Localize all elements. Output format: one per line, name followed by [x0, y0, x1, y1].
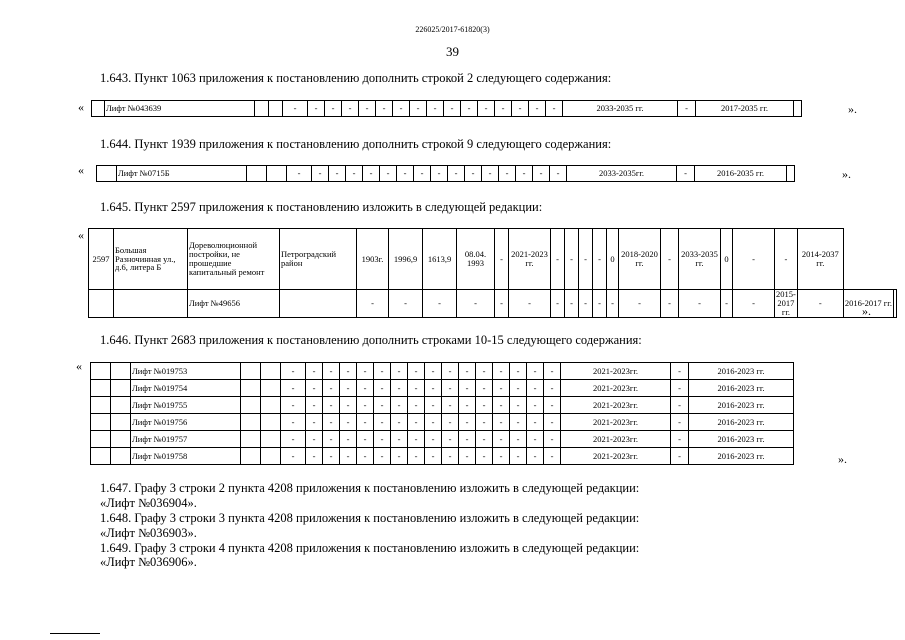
table-cell: -	[323, 363, 340, 380]
table-cell: -	[527, 431, 544, 448]
table-cell	[111, 414, 131, 431]
table-cell: -	[357, 431, 374, 448]
page-number: 39	[446, 44, 459, 59]
table-cell: -	[359, 101, 376, 117]
table-cell: -	[340, 397, 357, 414]
table-cell: 2016-2023 гг.	[689, 397, 794, 414]
table-cell: -	[495, 101, 512, 117]
table-cell: 2033-2035гг.	[567, 166, 677, 182]
table-cell: 2016-2023 гг.	[689, 414, 794, 431]
table-cell: -	[410, 101, 427, 117]
table-cell: -	[510, 414, 527, 431]
open-quote: «	[78, 100, 84, 114]
table-cell	[111, 431, 131, 448]
table-cell: -	[408, 448, 425, 465]
table-cell: -	[306, 448, 323, 465]
table-cell: -	[544, 397, 561, 414]
table-cell: -	[459, 363, 476, 380]
table-cell: -	[357, 363, 374, 380]
table-cell: -	[671, 431, 689, 448]
table-cell: -	[425, 448, 442, 465]
table-cell: -	[340, 431, 357, 448]
table-cell: -	[374, 380, 391, 397]
table-cell: -	[376, 101, 393, 117]
table-cell: -	[678, 101, 696, 117]
table-cell: -	[312, 166, 329, 182]
table-cell	[91, 414, 111, 431]
table-cell: 2597	[89, 229, 114, 290]
table-cell: -	[459, 380, 476, 397]
table-cell: -	[306, 397, 323, 414]
close-quote: ».	[838, 452, 847, 466]
table-cell	[89, 290, 114, 318]
table-cell	[269, 101, 283, 117]
table-cell: -	[357, 414, 374, 431]
table-cell: -	[510, 397, 527, 414]
table-cell: -	[340, 363, 357, 380]
table-cell: -	[579, 290, 593, 318]
table-row	[91, 397, 794, 414]
table-cell: Лифт №019756	[131, 414, 241, 431]
table-cell	[261, 414, 281, 431]
table-cell: 2021-2023гг.	[561, 448, 671, 465]
table-cell: -	[283, 101, 308, 117]
table-cell: -	[527, 414, 544, 431]
table-cell: -	[476, 397, 493, 414]
table-row	[91, 380, 794, 397]
table-cell	[280, 290, 357, 318]
open-quote: «	[78, 163, 84, 177]
table-cell: -	[476, 448, 493, 465]
table-cell: 2021-2023гг.	[561, 414, 671, 431]
table-1-644	[96, 165, 795, 182]
table-cell: -	[391, 414, 408, 431]
table-cell: -	[509, 290, 551, 318]
table-cell: -	[281, 448, 306, 465]
table-cell	[241, 363, 261, 380]
table-cell: -	[476, 380, 493, 397]
table-cell: -	[671, 448, 689, 465]
table-cell: -	[391, 397, 408, 414]
table-cell: 2021-2023гг.	[561, 363, 671, 380]
table-row	[91, 448, 794, 465]
table-cell: -	[527, 380, 544, 397]
table-cell: 2014-2037 гг.	[797, 229, 843, 290]
table-cell: -	[493, 414, 510, 431]
table-row	[91, 414, 794, 431]
table-cell: -	[459, 431, 476, 448]
table-cell: -	[565, 290, 579, 318]
table-cell	[241, 414, 261, 431]
table-cell	[241, 448, 261, 465]
table-row	[91, 431, 794, 448]
paragraph-1-647: 1.647. Графу 3 строки 2 пункта 4208 приложения к постановлению изложить в следующей редакции:	[100, 481, 640, 495]
table-cell: -	[551, 229, 565, 290]
table-cell: -	[527, 397, 544, 414]
table-cell: -	[510, 363, 527, 380]
table-cell: -	[323, 397, 340, 414]
paragraph-1-648-value: «Лифт №036903».	[100, 526, 197, 540]
table-cell: -	[546, 101, 563, 117]
table-cell: -	[461, 101, 478, 117]
table-cell: -	[459, 414, 476, 431]
table-1-645	[88, 228, 897, 318]
table-cell: -	[478, 101, 495, 117]
table-cell	[255, 101, 269, 117]
table-cell: -	[281, 397, 306, 414]
table-cell: -	[357, 290, 389, 318]
table-cell: -	[391, 380, 408, 397]
table-cell: -	[459, 397, 476, 414]
table-cell: -	[565, 229, 579, 290]
table-cell: -	[512, 101, 529, 117]
table-cell: -	[448, 166, 465, 182]
table-row	[89, 229, 897, 290]
table-cell: Лифт №019758	[131, 448, 241, 465]
table-cell: Лифт №043639	[105, 101, 255, 117]
table-cell: 2033-2035 гг.	[679, 229, 721, 290]
table-cell: -	[533, 166, 550, 182]
table-cell	[241, 431, 261, 448]
table-cell: -	[306, 431, 323, 448]
table-cell: -	[733, 229, 775, 290]
table-cell: 2017-2035 гг.	[696, 101, 794, 117]
table-cell	[111, 380, 131, 397]
table-cell: -	[619, 290, 661, 318]
table-cell: -	[397, 166, 414, 182]
table-cell: 2018-2020 гг.	[619, 229, 661, 290]
table-cell: -	[457, 290, 495, 318]
table-cell: -	[510, 448, 527, 465]
table-cell: -	[391, 431, 408, 448]
table-cell	[111, 397, 131, 414]
table-cell	[91, 363, 111, 380]
table-cell: 2016-2023 гг.	[689, 363, 794, 380]
table-cell: -	[677, 166, 695, 182]
table-cell: Лифт №0715Б	[117, 166, 247, 182]
table-row	[91, 363, 794, 380]
table-cell: -	[414, 166, 431, 182]
table-cell: -	[408, 363, 425, 380]
table-cell: -	[340, 380, 357, 397]
table-cell: -	[329, 166, 346, 182]
table-cell: 0	[607, 229, 619, 290]
open-quote: «	[76, 359, 82, 373]
table-cell: 2016-2023 гг.	[689, 448, 794, 465]
table-cell: -	[476, 431, 493, 448]
table-row	[89, 290, 897, 318]
table-cell: -	[459, 448, 476, 465]
table-cell: -	[510, 431, 527, 448]
table-cell	[97, 166, 117, 182]
table-cell	[91, 380, 111, 397]
table-cell: -	[775, 229, 798, 290]
table-cell: 2016-2023 гг.	[689, 431, 794, 448]
table-cell	[92, 101, 105, 117]
table-cell: 2021-2023гг.	[561, 431, 671, 448]
table-cell	[114, 290, 188, 318]
table-cell: -	[671, 363, 689, 380]
table-cell: 2021-2023 гг.	[509, 229, 551, 290]
table-cell: -	[442, 380, 459, 397]
table-cell	[91, 448, 111, 465]
paragraph-1-646: 1.646. Пункт 2683 приложения к постановлению дополнить строками 10-15 следующего содержания:	[100, 333, 642, 347]
table-cell: -	[357, 380, 374, 397]
paragraph-1-644: 1.644. Пункт 1939 приложения к постановлению дополнить строкой 9 следующего содержания:	[100, 137, 612, 151]
table-cell: -	[389, 290, 423, 318]
table-cell: -	[442, 448, 459, 465]
table-cell: -	[544, 414, 561, 431]
table-cell: -	[425, 380, 442, 397]
table-cell: -	[671, 380, 689, 397]
table-cell: Лифт №019753	[131, 363, 241, 380]
table-cell: 2021-2023гг.	[561, 397, 671, 414]
table-cell	[261, 363, 281, 380]
table-cell: -	[482, 166, 499, 182]
table-cell: 2033-2035 гг.	[563, 101, 678, 117]
table-cell: -	[442, 363, 459, 380]
table-cell	[261, 397, 281, 414]
table-cell	[91, 431, 111, 448]
table-cell: Лифт №019757	[131, 431, 241, 448]
table-cell: -	[607, 290, 619, 318]
table-cell: -	[493, 397, 510, 414]
table-cell: -	[340, 448, 357, 465]
footnote-divider	[50, 633, 100, 634]
table-cell: -	[281, 363, 306, 380]
table-1-646	[90, 362, 794, 465]
table-cell: -	[797, 290, 843, 318]
table-cell: -	[346, 166, 363, 182]
table-cell	[787, 166, 795, 182]
table-cell: -	[495, 290, 509, 318]
table-cell: Большая Разночинная ул., д.6, литера Б	[114, 229, 188, 290]
table-cell: -	[374, 431, 391, 448]
table-cell: -	[544, 363, 561, 380]
table-cell: -	[493, 380, 510, 397]
table-cell: -	[516, 166, 533, 182]
table-cell	[794, 101, 802, 117]
paragraph-1-643: 1.643. Пункт 1063 приложения к постановлению дополнить строкой 2 следующего содержания:	[100, 71, 612, 85]
table-cell: -	[493, 363, 510, 380]
table-cell: 1903г.	[357, 229, 389, 290]
table-cell: -	[374, 363, 391, 380]
table-cell: -	[661, 290, 679, 318]
table-cell: 0	[721, 229, 733, 290]
document-code: 226025/2017-61820(3)	[415, 25, 490, 34]
table-cell: -	[679, 290, 721, 318]
table-cell: -	[495, 229, 509, 290]
table-cell: -	[306, 363, 323, 380]
table-cell: -	[374, 448, 391, 465]
table-row	[92, 101, 802, 117]
table-cell: -	[425, 414, 442, 431]
table-cell: -	[325, 101, 342, 117]
table-cell: -	[493, 431, 510, 448]
table-cell	[111, 363, 131, 380]
table-cell: -	[281, 414, 306, 431]
table-cell: Дореволюционной постройки, не прошедшие капитальный ремонт	[188, 229, 280, 290]
table-cell	[261, 448, 281, 465]
table-cell: -	[476, 414, 493, 431]
close-quote: ».	[848, 102, 857, 116]
table-cell: -	[593, 290, 607, 318]
table-cell: -	[306, 414, 323, 431]
table-cell: -	[431, 166, 448, 182]
table-cell	[111, 448, 131, 465]
table-cell: -	[425, 397, 442, 414]
table-cell: -	[393, 101, 410, 117]
table-cell: -	[527, 448, 544, 465]
table-cell: -	[323, 414, 340, 431]
table-cell: -	[733, 290, 775, 318]
table-cell: -	[306, 380, 323, 397]
table-cell	[261, 380, 281, 397]
table-cell: -	[308, 101, 325, 117]
table-cell: -	[579, 229, 593, 290]
table-cell: -	[493, 448, 510, 465]
table-cell: -	[408, 380, 425, 397]
table-cell: -	[465, 166, 482, 182]
table-cell: -	[408, 431, 425, 448]
table-cell: -	[323, 380, 340, 397]
paragraph-1-645: 1.645. Пункт 2597 приложения к постановлению изложить в следующей редакции:	[100, 200, 543, 214]
table-cell: -	[510, 380, 527, 397]
table-cell: -	[442, 431, 459, 448]
table-cell: -	[357, 448, 374, 465]
table-cell: -	[408, 414, 425, 431]
table-cell: -	[527, 363, 544, 380]
table-cell: -	[408, 397, 425, 414]
table-cell: -	[340, 414, 357, 431]
table-cell	[261, 431, 281, 448]
table-cell	[241, 397, 261, 414]
table-cell: -	[363, 166, 380, 182]
table-cell: -	[551, 290, 565, 318]
table-cell: -	[427, 101, 444, 117]
table-cell: -	[444, 101, 461, 117]
table-cell: -	[476, 363, 493, 380]
table-cell: -	[550, 166, 567, 182]
table-cell: Лифт №019754	[131, 380, 241, 397]
table-cell: -	[423, 290, 457, 318]
close-quote: ».	[842, 167, 851, 181]
table-cell	[267, 166, 287, 182]
table-cell: -	[374, 414, 391, 431]
table-cell: -	[544, 431, 561, 448]
table-cell: -	[442, 397, 459, 414]
table-cell	[893, 290, 896, 318]
table-cell: -	[374, 397, 391, 414]
table-cell: -	[442, 414, 459, 431]
table-cell: -	[281, 431, 306, 448]
table-cell: -	[671, 397, 689, 414]
table-cell: -	[671, 414, 689, 431]
paragraph-1-648: 1.648. Графу 3 строки 3 пункта 4208 приложения к постановлению изложить в следующей редакции:	[100, 511, 640, 525]
table-cell: Лифт №019755	[131, 397, 241, 414]
table-cell: -	[342, 101, 359, 117]
paragraph-1-647-value: «Лифт №036904».	[100, 496, 197, 510]
table-cell: -	[544, 380, 561, 397]
table-cell: -	[721, 290, 733, 318]
paragraph-1-649: 1.649. Графу 3 строки 4 пункта 4208 приложения к постановлению изложить в следующей редакции:	[100, 541, 640, 555]
table-cell: -	[529, 101, 546, 117]
table-cell: 08.04. 1993	[457, 229, 495, 290]
open-quote: «	[78, 228, 84, 242]
table-cell: 2016-2035 гг.	[695, 166, 787, 182]
table-row	[97, 166, 795, 182]
table-cell: -	[661, 229, 679, 290]
table-cell: -	[593, 229, 607, 290]
table-cell: Лифт №49656	[188, 290, 280, 318]
table-cell: 1613,9	[423, 229, 457, 290]
table-cell: 2021-2023гг.	[561, 380, 671, 397]
table-cell	[247, 166, 267, 182]
table-cell	[241, 380, 261, 397]
table-cell: -	[380, 166, 397, 182]
table-cell: 2016-2017 гг.	[843, 290, 893, 318]
table-cell: Петроградский район	[280, 229, 357, 290]
table-cell: -	[357, 397, 374, 414]
table-cell	[91, 397, 111, 414]
table-cell: -	[425, 431, 442, 448]
table-cell: -	[425, 363, 442, 380]
table-cell: -	[391, 448, 408, 465]
table-cell: -	[287, 166, 312, 182]
table-cell: -	[544, 448, 561, 465]
table-cell: -	[323, 448, 340, 465]
table-cell: 2016-2023 гг.	[689, 380, 794, 397]
paragraph-1-649-value: «Лифт №036906».	[100, 555, 197, 569]
table-1-643	[91, 100, 802, 117]
table-cell: -	[281, 380, 306, 397]
table-cell: -	[499, 166, 516, 182]
table-cell: 2015-2017 гг.	[776, 289, 796, 317]
table-cell: -	[391, 363, 408, 380]
close-quote: ».	[862, 304, 871, 318]
table-cell: -	[323, 431, 340, 448]
table-cell: 1996,9	[389, 229, 423, 290]
